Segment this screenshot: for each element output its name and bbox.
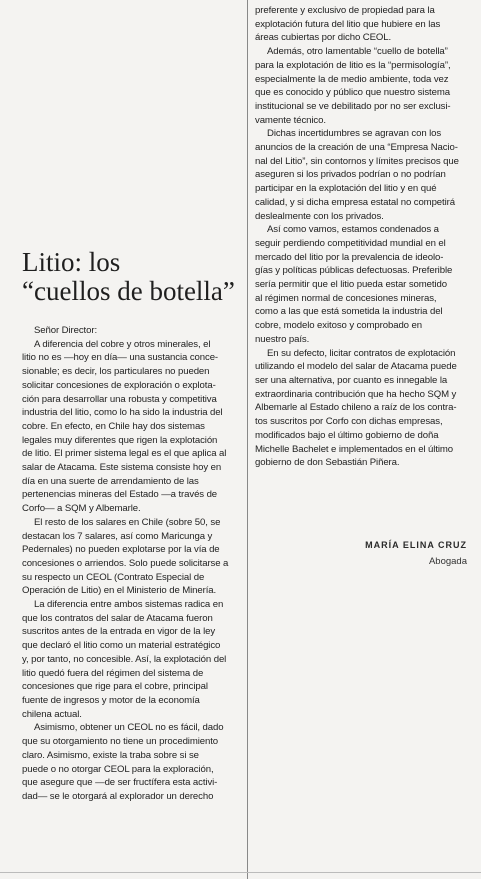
- text-line: para la explotación de litio es la “permisología”,: [255, 59, 451, 71]
- right-column-body: [255, 4, 467, 470]
- text-line: sionable; es decir, los particulares no pueden: [22, 366, 210, 378]
- text-line: áreas cubiertas por dicho CEOL.: [255, 32, 392, 44]
- text-line: deslealmente con los privados.: [255, 210, 384, 222]
- text-line: como a las que está sometida la industria del: [255, 306, 443, 318]
- text-line: cobre, modelo exitoso y comprobado en: [255, 320, 422, 332]
- author-name: MARÍA ELINA CRUZ: [365, 540, 467, 550]
- text-line: Pedernales) no pueden explotarse por la vía de: [22, 544, 220, 556]
- bottom-rule: [0, 872, 481, 873]
- title-line-1: Litio: los: [22, 247, 121, 277]
- text-line: gías y políticas públicas defectuosas. Preferible: [255, 265, 453, 277]
- text-line: que declaró el litio como un material estratégico: [22, 640, 221, 652]
- text-line: Señor Director:: [34, 325, 98, 336]
- title-line-2: “cuellos de botella”: [22, 276, 235, 306]
- text-line: El resto de los salares en Chile (sobre 50, se: [34, 516, 221, 528]
- text-line: su respecto un CEOL (Contrato Especial de: [22, 571, 205, 583]
- text-line: En su defecto, licitar contratos de explotación: [267, 347, 456, 359]
- text-line: claro. Asimismo, existe la traba sobre si se: [22, 749, 199, 761]
- text-line: fuente de ingresos y motor de la economía: [22, 694, 200, 706]
- text-line: cobre. En efecto, en Chile hay dos sistemas: [22, 420, 205, 432]
- text-line: seguir perdiendo competitividad mundial en el: [255, 237, 446, 249]
- text-line: Asimismo, obtener un CEOL no es fácil, dado: [34, 722, 224, 734]
- text-line: día en una suerte de arrendamiento de las: [22, 475, 199, 487]
- text-line: La diferencia entre ambos sistemas radica en: [34, 599, 224, 611]
- column-divider: [247, 0, 248, 879]
- text-line: que es conocido y público que nuestro sistema: [255, 87, 450, 99]
- text-line: Así como vamos, estamos condenados a: [267, 224, 439, 236]
- text-line: nuestro país.: [255, 333, 310, 345]
- text-line: al régimen normal de concesiones mineras,: [255, 292, 437, 304]
- text-line: extraordinaria contribución que ha hecho SQM y: [255, 388, 457, 400]
- article-title: [22, 248, 242, 306]
- text-line: nal del Litio”, sin contornos y límites precisos que: [255, 155, 459, 167]
- text-line: solicitar concesiones de exploración o explota-: [22, 379, 216, 391]
- text-line: que los contratos del salar de Atacama fueron: [22, 612, 213, 624]
- text-line: ción para desarrollar una robusta y competitiva: [22, 393, 217, 405]
- text-line: explotación futura del litio que hubiere en las: [255, 18, 441, 30]
- text-line: calidad, y si dicha empresa estatal no competirá: [255, 196, 455, 208]
- text-line: ser una alternativa, por cuanto es innegable la: [255, 374, 448, 386]
- text-line: salar de Atacama. Este sistema consiste hoy en: [22, 462, 222, 474]
- text-line: anuncios de la creación de una “Empresa Nacio-: [255, 142, 458, 154]
- text-line: modificados bajo el último gobierno de doña: [255, 429, 439, 441]
- text-line: de litio. El primer sistema legal es el que aplica al: [22, 448, 227, 460]
- text-line: mercado del litio por la prevalencia de ideolo-: [255, 251, 444, 263]
- text-line: suscritos antes de la entrada en vigor de la ley: [22, 626, 216, 638]
- text-line: aseguren si los privados podrían o no podrían: [255, 169, 446, 181]
- text-line: preferente y exclusivo de propiedad para la: [255, 5, 435, 16]
- text-line: que asegure que —de ser fructífera esta activi-: [22, 777, 218, 789]
- text-line: litio no es —hoy en día— una sustancia conce-: [22, 352, 219, 364]
- text-line: Albemarle al Estado chileno a raíz de los contra-: [255, 402, 457, 414]
- text-line: especialmente la de medio ambiente, toda vez: [255, 73, 449, 85]
- text-line: institucional se ve debilitado por no ser exclusi-: [255, 100, 451, 112]
- text-line: puede o no otorgar CEOL para la exploración,: [22, 763, 214, 775]
- text-line: utilizando el modelo del salar de Atacama puede: [255, 361, 457, 373]
- text-line: Dichas incertidumbres se agravan con los: [267, 128, 442, 140]
- text-line: gobierno de don Sebastián Piñera.: [255, 457, 400, 469]
- text-line: concesiones que rige para el cobre, principal: [22, 681, 208, 693]
- text-line: que su otorgamiento no tiene un procedimiento: [22, 736, 219, 748]
- text-line: pertenencias mineras del Estado —a través de: [22, 489, 218, 501]
- text-line: legales muy diferentes que rigen la explotación: [22, 434, 218, 446]
- text-line: Además, otro lamentable “cuello de botella”: [267, 46, 448, 58]
- text-line: concesiones o arriendos. Solo puede solicitarse a: [22, 557, 229, 569]
- text-line: participar en la explotación del litio y en qué: [255, 183, 437, 195]
- text-line: Operación de Litio) en el Ministerio de Minería.: [22, 585, 217, 597]
- text-line: industria del litio, como lo ha sido la industria del: [22, 407, 223, 419]
- text-line: vamente técnico.: [255, 114, 326, 126]
- text-line: dad— se le otorgará al explorador un derecho: [22, 790, 214, 802]
- text-line: sería permitir que el litio pueda estar sometido: [255, 279, 447, 291]
- text-line: litio quedó fuera del régimen del sistema de: [22, 667, 204, 679]
- text-line: chilena actual.: [22, 708, 82, 720]
- text-line: A diferencia del cobre y otros minerales, el: [34, 338, 211, 350]
- text-line: destacan los 7 salares, así como Maricunga y: [22, 530, 213, 542]
- text-line: y, por tanto, no concesible. Así, la explotación del: [22, 653, 227, 665]
- left-column-body: [22, 324, 244, 804]
- text-line: tos suscritos por Corfo con dichas empresas,: [255, 416, 443, 428]
- text-line: Michelle Bachelet e implementados en el último: [255, 443, 454, 455]
- author-role: Abogada: [428, 556, 467, 567]
- text-line: Corfo— a SQM y Albemarle.: [22, 503, 141, 515]
